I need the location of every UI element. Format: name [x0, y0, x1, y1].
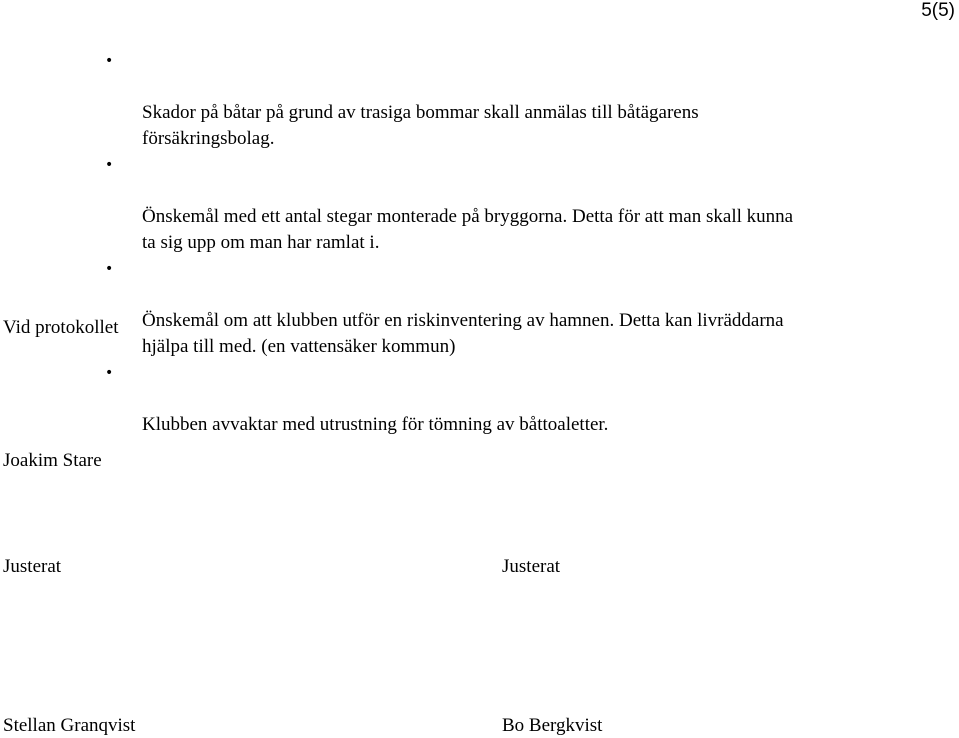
- list-item-text: Skador på båtar på grund av trasiga bommar skall anmälas till båtägarens försäkringsbolag.: [142, 102, 699, 149]
- list-item-text: Klubben avvaktar med utrustning för tömning av båttoaletter.: [142, 414, 609, 435]
- bullet-list: [105, 48, 945, 438]
- adjuster-1-name: Stellan Granqvist: [3, 715, 136, 736]
- adjuster-1-label: Justerat: [3, 556, 62, 577]
- list-item: [105, 152, 945, 256]
- adjuster-2-name: Bo Bergkvist: [502, 715, 603, 736]
- list-item-text: Önskemål om att klubben utför en riskinventering av hamnen. Detta kan livräddarna hjälpa till med. (en vattensäker kommun): [142, 310, 784, 357]
- bullet-icon: •: [105, 53, 114, 69]
- adjuster-2-label: Justerat: [502, 556, 561, 577]
- bullet-icon: •: [105, 261, 114, 277]
- minutes-label: Vid protokollet: [3, 317, 119, 338]
- bullet-icon: •: [105, 365, 114, 381]
- list-item-text: Önskemål med ett antal stegar monterade på bryggorna. Detta för att man skall kunna ta sig upp om man har ramlat i.: [142, 206, 794, 253]
- list-item: [105, 48, 945, 152]
- secretary-name: Joakim Stare: [3, 450, 102, 471]
- list-item: [105, 256, 945, 360]
- bullet-icon: •: [105, 157, 114, 173]
- list-item: [105, 360, 945, 438]
- page-number: 5(5): [921, 0, 955, 21]
